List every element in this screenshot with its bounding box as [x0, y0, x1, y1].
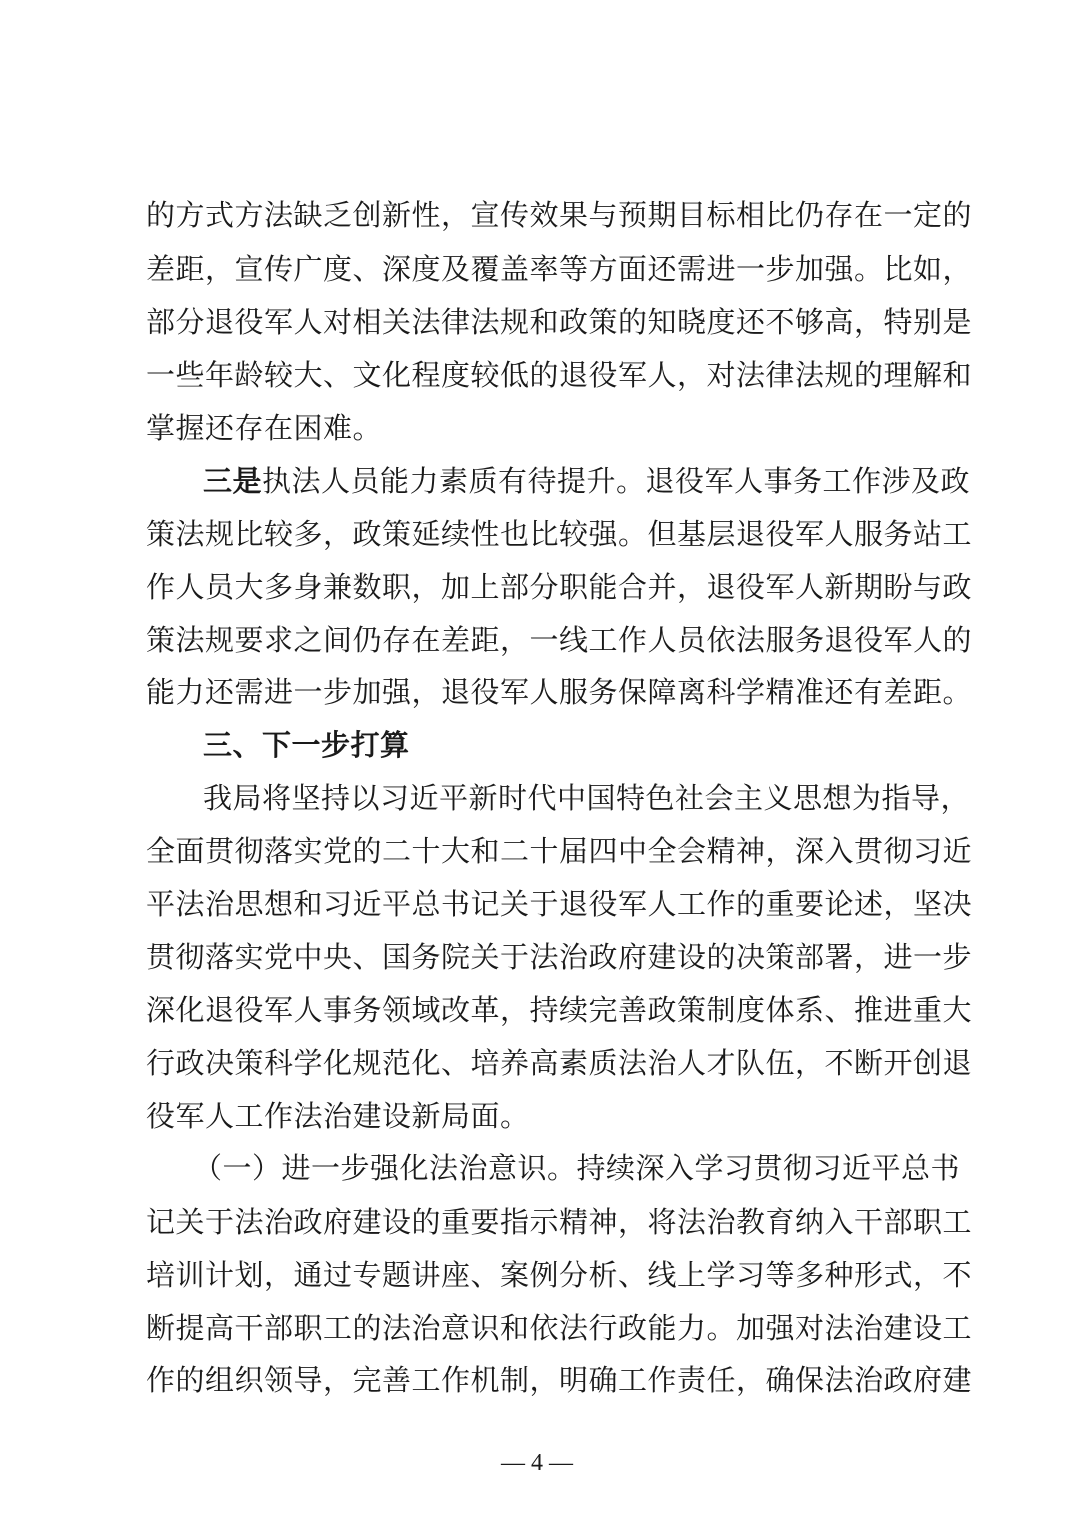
- paragraph-first-line: （一）进一步强化法治意识。持续深入学习贯彻习近平总书: [193, 1151, 961, 1185]
- paragraph-line: 能力还需进一步加强，退役军人服务保障离科学精准还有差距。: [146, 675, 973, 709]
- paragraph-first-line: [203, 462, 971, 500]
- paragraph-line: 策法规比较多，政策延续性也比较强。但基层退役军人服务站工: [146, 517, 973, 551]
- paragraph-line: 深化退役军人事务领域改革，持续完善政策制度体系、推进重大: [146, 993, 973, 1027]
- paragraph-line: 差距，宣传广度、深度及覆盖率等方面还需进一步加强。比如，: [146, 252, 973, 286]
- page-number: — 4 —: [501, 1450, 573, 1476]
- paragraph-line: 断提高干部职工的法治意识和依法行政能力。加强对法治建设工: [146, 1311, 973, 1345]
- lead-word: 三是: [203, 464, 263, 498]
- paragraph-line: 作人员大多身兼数职，加上部分职能合并，退役军人新期盼与政: [146, 570, 973, 604]
- paragraph-line: 部分退役军人对相关法律法规和政策的知晓度还不够高，特别是: [146, 305, 973, 339]
- paragraph-line: 一些年龄较大、文化程度较低的退役军人，对法律法规的理解和: [146, 358, 973, 392]
- paragraph-line: 记关于法治政府建设的重要指示精神，将法治教育纳入干部职工: [146, 1205, 973, 1239]
- paragraph-line: 平法治思想和习近平总书记关于退役军人工作的重要论述，坚决: [146, 887, 973, 921]
- paragraph-line: 培训计划，通过专题讲座、案例分析、线上学习等多种形式，不: [146, 1258, 973, 1292]
- paragraph-line: 贯彻落实党中央、国务院关于法治政府建设的决策部署，进一步: [146, 940, 973, 974]
- paragraph-line: 策法规要求之间仍存在差距，一线工作人员依法服务退役军人的: [146, 623, 973, 657]
- section-heading: 三、下一步打算: [203, 728, 410, 762]
- paragraph-line: 作的组织领导，完善工作机制，明确工作责任，确保法治政府建: [146, 1363, 973, 1397]
- paragraph-first-line: 我局将坚持以习近平新时代中国特色社会主义思想为指导，: [203, 781, 971, 815]
- paragraph-line: 行政决策科学化规范化、培养高素质法治人才队伍，不断开创退: [146, 1046, 973, 1080]
- paragraph-text: 执法人员能力素质有待提升。退役军人事务工作涉及政: [262, 464, 971, 498]
- paragraph-line: 掌握还存在困难。: [146, 411, 383, 445]
- paragraph-line: 的方式方法缺乏创新性，宣传效果与预期目标相比仍存在一定的: [146, 198, 973, 232]
- paragraph-line: 全面贯彻落实党的二十大和二十届四中全会精神，深入贯彻习近: [146, 834, 973, 868]
- paragraph-line: 役军人工作法治建设新局面。: [146, 1099, 530, 1133]
